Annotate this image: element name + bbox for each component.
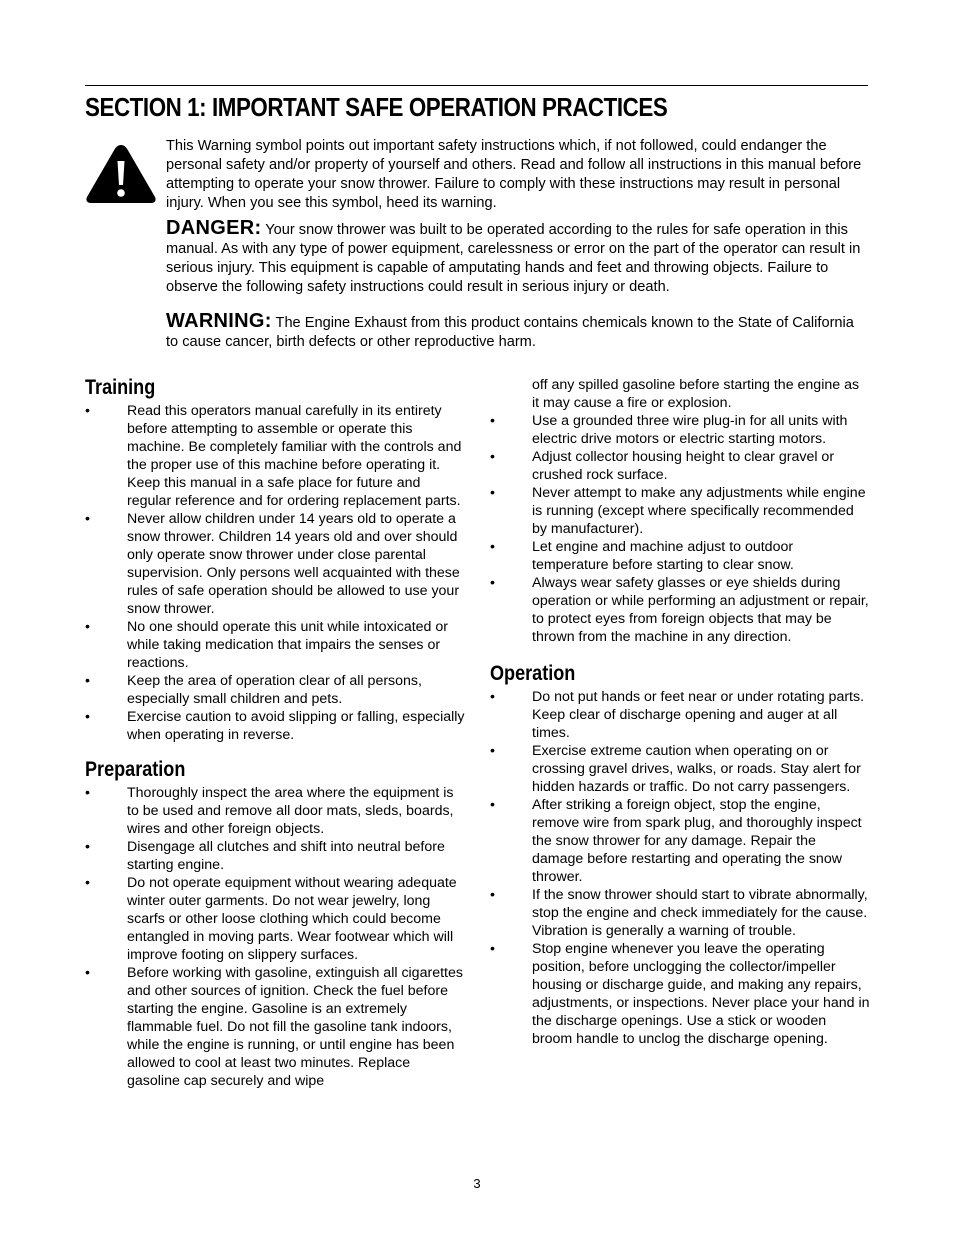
list-item-text: Never allow children under 14 years old to operate a snow thrower. Children 14 years old and over should only operate snow thrower under close parental supervision. Only persons well acquainted with these rules of safe operation should be allowed to use your snow thrower.	[127, 511, 460, 617]
bullet: •	[85, 403, 90, 419]
bullet: •	[85, 875, 90, 891]
bullet: •	[85, 785, 90, 801]
operation-list	[490, 688, 870, 1048]
list-item	[85, 402, 465, 510]
bullet: •	[490, 413, 495, 429]
list-item-text: Exercise extreme caution when operating on or crossing gravel drives, walks, or roads. Stay alert for hidden hazards or traffic. Do not carry passengers.	[532, 743, 861, 795]
list-item	[85, 708, 465, 744]
list-item	[85, 784, 465, 838]
list-item	[490, 538, 870, 574]
bullet: •	[490, 689, 495, 705]
operation-heading: Operation	[490, 662, 576, 685]
list-item-text: After striking a foreign object, stop the engine, remove wire from spark plug, and thoroughly inspect the snow thrower for any damage. Repair the damage before restarting and operating the snow thrower.	[532, 797, 862, 885]
list-item	[490, 886, 870, 940]
danger-label: DANGER:	[166, 217, 262, 239]
list-item	[490, 796, 870, 886]
list-item-text: Stop engine whenever you leave the operating position, before unclogging the collector/impeller housing or discharge guide, and making any repairs, adjustments, or inspections. Never place your hand in the discharge openings. Use a stick or wooden broom handle to unclog the discharge opening.	[532, 941, 870, 1047]
bullet: •	[490, 575, 495, 591]
list-item-text: If the snow thrower should start to vibrate abnormally, stop the engine and check immediately for the cause. Vibration is generally a warning of trouble.	[532, 887, 868, 939]
list-item-text: Never attempt to make any adjustments while engine is running (except where specifically recommended by manufacturer).	[532, 485, 866, 537]
bullet: •	[490, 941, 495, 957]
list-item-text: Read this operators manual carefully in its entirety before attempting to assemble or operate this machine. Be completely familiar with the controls and the proper use of this machine before operating it. Keep this manual in a safe place for future and regular reference and for ordering replacement parts.	[127, 403, 462, 509]
list-item-text: Before working with gasoline, extinguish all cigarettes and other sources of ignition. Check the fuel before starting the engine. Gasoline is an extremely flammable fuel. Do not fill the gasoline tank indoors, while the engine is running, or until engine has been allowed to cool at least two minutes. Replace gasoline cap securely and wipe	[127, 965, 463, 1089]
list-item-text: Disengage all clutches and shift into neutral before starting engine.	[127, 839, 445, 873]
list-item-text: No one should operate this unit while intoxicated or while taking medication that impairs the senses or reactions.	[127, 619, 448, 671]
list-item-text: Keep the area of operation clear of all persons, especially small children and pets.	[127, 673, 422, 707]
bullet: •	[85, 619, 90, 635]
preparation-list	[85, 784, 465, 1090]
bullet: •	[85, 511, 90, 527]
bullet: •	[85, 673, 90, 689]
list-item-text: Exercise caution to avoid slipping or falling, especially when operating in reverse.	[127, 709, 465, 743]
list-item-text: Always wear safety glasses or eye shields during operation or while performing an adjustment or repair, to protect eyes from foreign objects that may be thrown from the machine in any direction.	[532, 575, 869, 645]
page-number: 3	[473, 1176, 481, 1191]
bullet: •	[490, 797, 495, 813]
list-item	[85, 964, 465, 1090]
bullet: •	[490, 539, 495, 555]
section-title: SECTION 1: IMPORTANT SAFE OPERATION PRACTICES	[85, 92, 668, 122]
list-item	[85, 874, 465, 964]
training-list	[85, 402, 465, 744]
warning-paragraph	[166, 312, 868, 352]
bullet: •	[85, 709, 90, 725]
preparation-heading: Preparation	[85, 758, 186, 781]
list-item	[490, 448, 870, 484]
list-item-text: Thoroughly inspect the area where the equipment is to be used and remove all door mats, sleds, boards, wires and other foreign objects.	[127, 785, 454, 837]
list-item	[85, 838, 465, 874]
continued-text: off any spilled gasoline before starting the engine as it may cause a fire or explosion.	[532, 377, 860, 411]
list-item	[490, 412, 870, 448]
warning-triangle-icon	[85, 143, 157, 205]
left-column	[85, 374, 465, 1090]
list-item	[490, 574, 870, 646]
bullet: •	[85, 839, 90, 855]
list-item-text: Adjust collector housing height to clear gravel or crushed rock surface.	[532, 449, 835, 483]
preparation-list-continued	[490, 412, 870, 646]
intro-paragraph: This Warning symbol points out important safety instructions which, if not followed, could endanger the personal safety and/or property of yourself and others. Read and follow all instructions in this manual before attempting to operate your snow thrower. Failure to comply with these instructions may result in personal injury. When you see this symbol, heed its warning.	[166, 138, 862, 211]
training-heading: Training	[85, 376, 156, 399]
list-item-text: Do not operate equipment without wearing adequate winter outer garments. Do not wear jewelry, long scarfs or other loose clothing which could become entangled in moving parts. Wear footwear which will improve footing on slippery surfaces.	[127, 875, 457, 963]
right-column	[490, 376, 870, 1048]
bullet: •	[490, 449, 495, 465]
bullet: •	[490, 743, 495, 759]
warning-label: WARNING:	[166, 310, 272, 332]
warning-text: The Engine Exhaust from this product contains chemicals known to the State of California to cause cancer, birth defects or other reproductive harm.	[166, 315, 854, 350]
list-item	[490, 742, 870, 796]
list-item	[85, 510, 465, 618]
list-item-text: Use a grounded three wire plug-in for all units with electric drive motors or electric starting motors.	[532, 413, 848, 447]
danger-text: Your snow thrower was built to be operated according to the rules for safe operation in this manual. As with any type of power equipment, carelessness or error on the part of the operator can result in serious injury. This equipment is capable of amputating hands and feet and throwing objects. Failure to observe the following safety instructions could result in serious injury or death.	[166, 222, 861, 295]
list-item-text: Let engine and machine adjust to outdoor temperature before starting to clear snow.	[532, 539, 794, 573]
bullet: •	[490, 485, 495, 501]
danger-paragraph	[166, 219, 868, 297]
list-item	[85, 618, 465, 672]
list-item	[490, 940, 870, 1048]
bullet: •	[490, 887, 495, 903]
list-item-text: Do not put hands or feet near or under rotating parts. Keep clear of discharge opening and auger at all times.	[532, 689, 865, 741]
list-item	[490, 484, 870, 538]
list-item	[490, 688, 870, 742]
list-item	[85, 672, 465, 708]
header-rule	[85, 85, 868, 86]
bullet: •	[85, 965, 90, 981]
